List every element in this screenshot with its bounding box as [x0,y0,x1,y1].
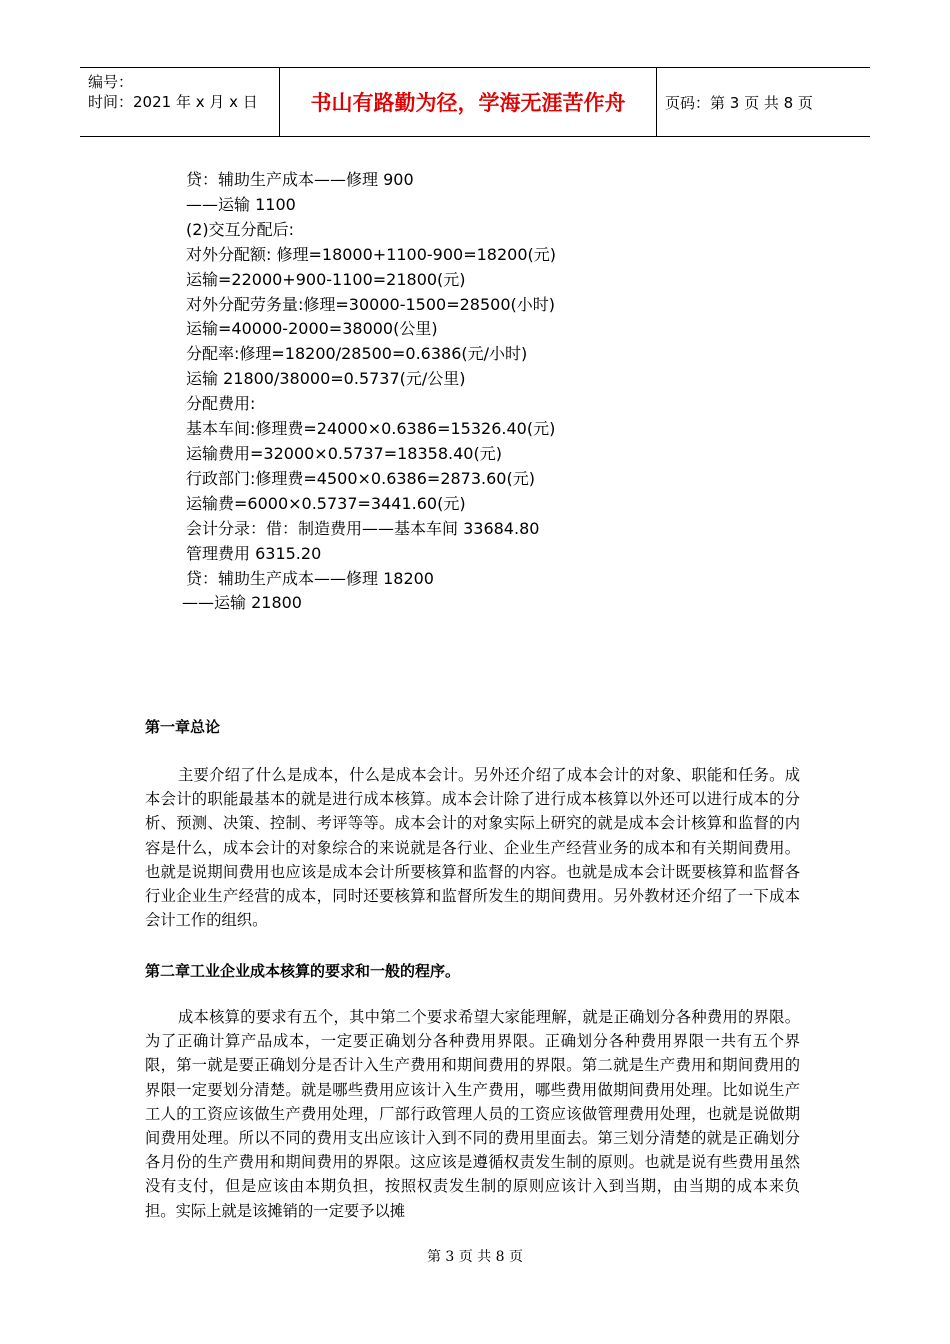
calc-line: 会计分录：借：制造费用——基本车间 33684.80 [186,518,540,538]
header-meta [80,68,280,136]
time-label: 时间：2021 年 x 月 x 日 [88,93,258,111]
calc-line: 分配费用: [186,394,256,414]
calc-line: 运输 21800/38000=0.5737(元/公里) [186,369,466,389]
chapter2-paragraph: 成本核算的要求有五个，其中第二个要求希望大家能理解，就是正确划分各种费用的界限。为了正确计算产品成本，一定要正确划分各种费用界限。正确划分各种费用界限一共有五个界限，第一就是要正确划分是否计入生产费用和期间费用的界限。第二就是生产费用和期间费用的界限一定要划分清楚。就是哪些费用应该计入生产费用，哪些费用做期间费用处理。比如说生产工人的工资应该做生产费用处理，厂部行政管理人员的工资应该做管理费用处理，也就是说做期间费用处理。所以不同的费用支出应该计入到不同的费用里面去。第三划分清楚的就是正确划分各月份的生产费用和期间费用的界限。这应该是遵循权责发生制的原则。也就是说有些费用虽然没有支付，但是应该由本期负担，按照权责发生制的原则应该计入到当期，由当期的成本来负担。实际上就是该摊销的一定要予以摊 [145,1008,800,1220]
chapter1-paragraph: 主要介绍了什么是成本，什么是成本会计。另外还介绍了成本会计的对象、职能和任务。成本会计的职能最基本的就是进行成本核算。成本会计除了进行成本核算以外还可以进行成本的分析、预测、决策、控制、考评等等。成本会计的对象实际上研究的就是成本会计核算和监督的内容是什么，成本会计的对象综合的来说就是各行业、企业生产经营业务的成本和有关期间费用。也就是说期间费用也应该是成本会计所要核算和监督的内容。也就是成本会计既要核算和监督各行业企业生产经营的成本，同时还要核算和监督所发生的期间费用。另外教材还介绍了一下成本会计工作的组织。 [145,766,800,930]
calc-line: 对外分配劳务量:修理=30000-1500=28500(小时) [186,294,555,314]
calc-line: 运输=40000-2000=38000(公里) [186,319,438,339]
page-header [80,67,870,137]
calc-line: 分配率:修理=18200/28500=0.6386(元/小时) [186,344,528,364]
number-label: 编号： [88,73,134,91]
calc-line: 行政部门:修理费=4500×0.6386=2873.60(元) [186,468,535,488]
calc-line: 对外分配额: 修理=18000+1100-900=18200(元) [186,244,557,264]
calc-line: ——运输 21800 [182,593,302,613]
calc-line: ——运输 1100 [186,194,296,214]
calculation-block [182,168,557,616]
chapter1-heading: 第一章总论 [145,718,221,736]
calc-line: 贷：辅助生产成本——修理 18200 [186,568,434,588]
calc-line: 运输费=6000×0.5737=3441.60(元) [186,493,466,513]
calc-line: 运输费用=32000×0.5737=18358.40(元) [186,443,502,463]
header-page-info: 页码：第 3 页 共 8 页 [665,93,813,112]
chapter2-heading: 第二章工业企业成本核算的要求和一般的程序。 [145,962,461,980]
page-footer: 第 3 页 共 8 页 [426,1249,524,1265]
calc-line: 运输=22000+900-1100=21800(元) [186,269,466,289]
calc-line: 管理费用 6315.20 [186,543,322,563]
calc-line: (2)交互分配后: [186,219,295,239]
calc-line: 贷：辅助生产成本——修理 900 [186,170,414,189]
calc-line: 基本车间:修理费=24000×0.6386=15326.40(元) [186,419,556,439]
header-motto: 书山有路勤为径，学海无涯苦作舟 [280,68,657,136]
